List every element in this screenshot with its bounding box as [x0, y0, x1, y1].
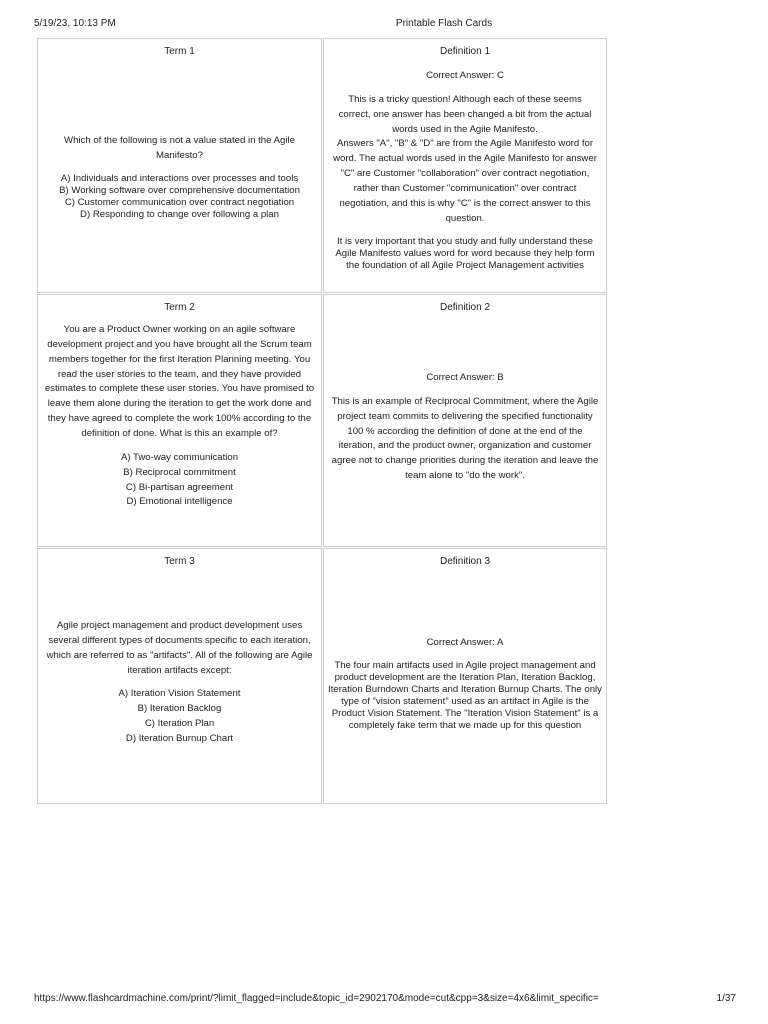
option-item: A) Iteration Vision Statement [118, 688, 241, 700]
definition-card-1 [323, 38, 607, 293]
definition-card-3 [323, 548, 607, 804]
correct-answer: Correct Answer: B [426, 372, 504, 383]
term-question: Which of the following is not a value stated in the Agile Manifesto? [64, 135, 295, 161]
explanation-text: Answers "A", "B" & "D" are from the Agile Manifesto word for word. The actual words used in the Agile Manifesto for answer "C" are Customer "collaboration" over contract negotiation, rather than Customer "communication" over contract negotiation, and this is why "C" is the correct answer to this question. [333, 138, 597, 224]
term-label: Term 1 [164, 46, 195, 57]
option-item: A) Two-way communication [120, 451, 239, 463]
term-card-2 [37, 294, 322, 547]
print-url: https://www.flashcardmachine.com/print/?limit_flagged=include&topic_id=2902170&mode=cut&cpp=3&size=4x6&limit_specific= [34, 993, 599, 1004]
option-item: A) Individuals and interactions over processes and tools [60, 172, 299, 184]
explanation-text: This is an example of Reciprocal Commitment, where the Agile project team commits to delivering the specified functionality 100 % according the definition of done at the end of the iteration, and the product owner, organization and customer agree not to change priorities during the iteration and leave the team alone to "do the work". [331, 395, 599, 482]
print-datetime: 5/19/23, 10:13 PM [34, 18, 116, 29]
option-item: D) Responding to change over following a plan [80, 208, 279, 220]
correct-answer: Correct Answer: A [426, 637, 504, 648]
explanation-text: This is a tricky question! Although each of these seems correct, one answer has been changed a bit from the actual words used in the Agile Manifesto. [338, 93, 592, 135]
option-item: C) Iteration Plan [144, 718, 215, 730]
option-item: C) Customer communication over contract negotiation [64, 196, 295, 208]
explanation-text: The four main artifacts used in Agile project management and product development are the Iteration Plan, Iteration Backlog, Iteration Burndown Charts and Iteration Burnup Charts. The only type of "vision statement" used as an artifact in Agile is the Product Vision Statement. The "Iteration Vision Statement" is a completely fake term that we made up for this question [328, 659, 602, 731]
term-question: You are a Product Owner working on an agile software development project and you have brought all the Scrum team members together for the first Iteration Planning meeting. You read the user stories to the team, and they have provided estimates to complete these user stories. You have promised to leave them alone during the iteration to get the work done and they have agreed to complete the work 100% according to the definition of done. What is this an example of? [44, 324, 315, 440]
option-item: D) Emotional intelligence [126, 496, 233, 508]
option-item: B) Reciprocal commitment [123, 466, 236, 478]
explanation-text: It is very important that you study and fully understand these Agile Manifesto values word for word because they help form the foundation of all Agile Project Management activities [335, 235, 595, 271]
term-label: Term 3 [164, 556, 195, 567]
term-card-1 [37, 38, 322, 293]
term-question: Agile project management and product development uses several different types of documents specific to each iteration, which are referred to as "artifacts". All of the following are Agile iteration artifacts except: [46, 620, 313, 676]
term-card-3 [37, 548, 322, 804]
page-number: 1/37 [716, 993, 736, 1004]
definition-label: Definition 1 [439, 46, 491, 57]
option-item: B) Working software over comprehensive documentation [59, 184, 300, 196]
definition-label: Definition 3 [439, 556, 491, 567]
option-item: D) Iteration Burnup Chart [125, 733, 234, 745]
definition-label: Definition 2 [439, 302, 491, 313]
option-item: C) Bi-partisan agreement [125, 481, 234, 493]
option-item: B) Iteration Backlog [137, 703, 222, 715]
term-label: Term 2 [164, 302, 195, 313]
definition-card-2 [323, 294, 607, 547]
correct-answer: Correct Answer: C [426, 70, 504, 81]
print-title: Printable Flash Cards [395, 18, 493, 29]
